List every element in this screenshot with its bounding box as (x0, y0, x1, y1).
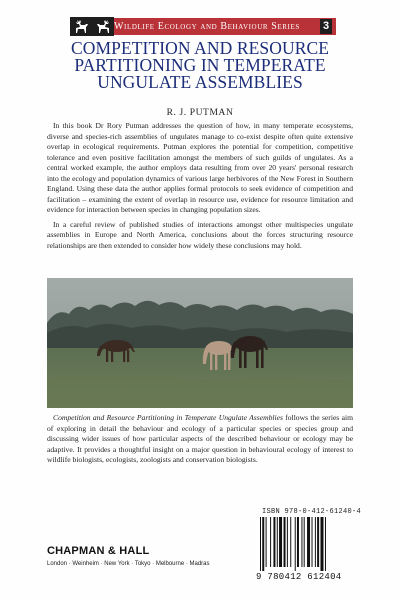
title-line: UNGULATE ASSEMBLIES (97, 72, 303, 92)
barcode-bar (304, 517, 305, 567)
barcode-digits: 9 780412 612404 (256, 572, 342, 582)
cover-photo (47, 278, 353, 408)
barcode-bar (279, 517, 282, 567)
barcode-bar (301, 517, 302, 567)
barcode-bar (295, 517, 296, 571)
barcode-bar (325, 517, 326, 571)
description-paragraph: In this book Dr Rory Putman addresses the question of how, in many temperate ecosystems, diverse and species-rich assemblies of ungulates manage to co-exist despite often quite extensive overlap in ecological requirements. Putman explores the potential for competition, competitive tolerance and even positive facilitation amongst the members of such guilds of ungulates. As a central worked example, the author employs data resulting from over 20 years' personal research into the ecology and population dynamics of various large herbivores of the New Forest in Southern England. Using these data the author applies formal protocols to seek evidence of competition and facilitation – examining the extent of overlap in resource use, evidence for resource limitation and evidence for interaction between species in changing population sizes. (47, 121, 353, 214)
series-number: 3 (320, 19, 332, 34)
barcode-bar (273, 517, 275, 567)
barcode-bar (290, 517, 291, 567)
barcode-bar (297, 517, 299, 567)
publisher-name: CHAPMAN & HALL (47, 545, 150, 557)
barcode-bar (312, 517, 313, 567)
deer-silhouettes-icon (70, 17, 114, 36)
isbn-label: ISBN 978-0-412-61240-4 (262, 508, 362, 516)
author: R. J. PUTMAN (166, 108, 234, 118)
barcode-bar (284, 517, 286, 567)
barcode-bar (315, 517, 316, 567)
barcode-bar (266, 517, 267, 567)
title-line: PARTITIONING IN TEMPERATE (74, 55, 326, 75)
ponies-grazing-photo (47, 278, 353, 408)
book-title (20, 40, 380, 91)
closing-paragraph (47, 413, 353, 466)
barcode-bar (320, 517, 323, 571)
barcode-bar (317, 517, 319, 567)
description (47, 121, 353, 255)
barcode-bar (262, 517, 264, 571)
closing-book-title: Competition and Resource Partitioning in Temperate Ungulate Assemblies (53, 413, 283, 422)
barcode-bar (307, 517, 310, 567)
description-paragraph: In a careful review of published studies of interactions amongst other multispecies ungulate assemblies in Europe and North America, conclusions about the forces structuring resource relationships are then extended to consider how widely these conclusions may hold. (47, 219, 353, 250)
title-line: COMPETITION AND RESOURCE (70, 38, 330, 58)
barcode (258, 517, 354, 579)
barcode-bar (277, 517, 278, 567)
barcode-bar (260, 517, 261, 571)
series-name: Wildlife Ecology and Behaviour Series (114, 21, 300, 32)
barcode-bar (270, 517, 271, 567)
closing-text: follows the series aim of exploring in detail the behaviour and ecology of a particular species or species group and discussing wider issues of how particular aspects of the described behaviour or ecology may be adaptive. It provides a thoughtful insight on a major question in behavioural ecology of interest to wildlife biologists, ecologists, zoologists and conservation biologists. (47, 413, 353, 464)
publisher-cities: London · Weinheim · New York · Tokyo · Melbourne · Madras (47, 561, 210, 567)
barcode-bar (287, 517, 288, 567)
